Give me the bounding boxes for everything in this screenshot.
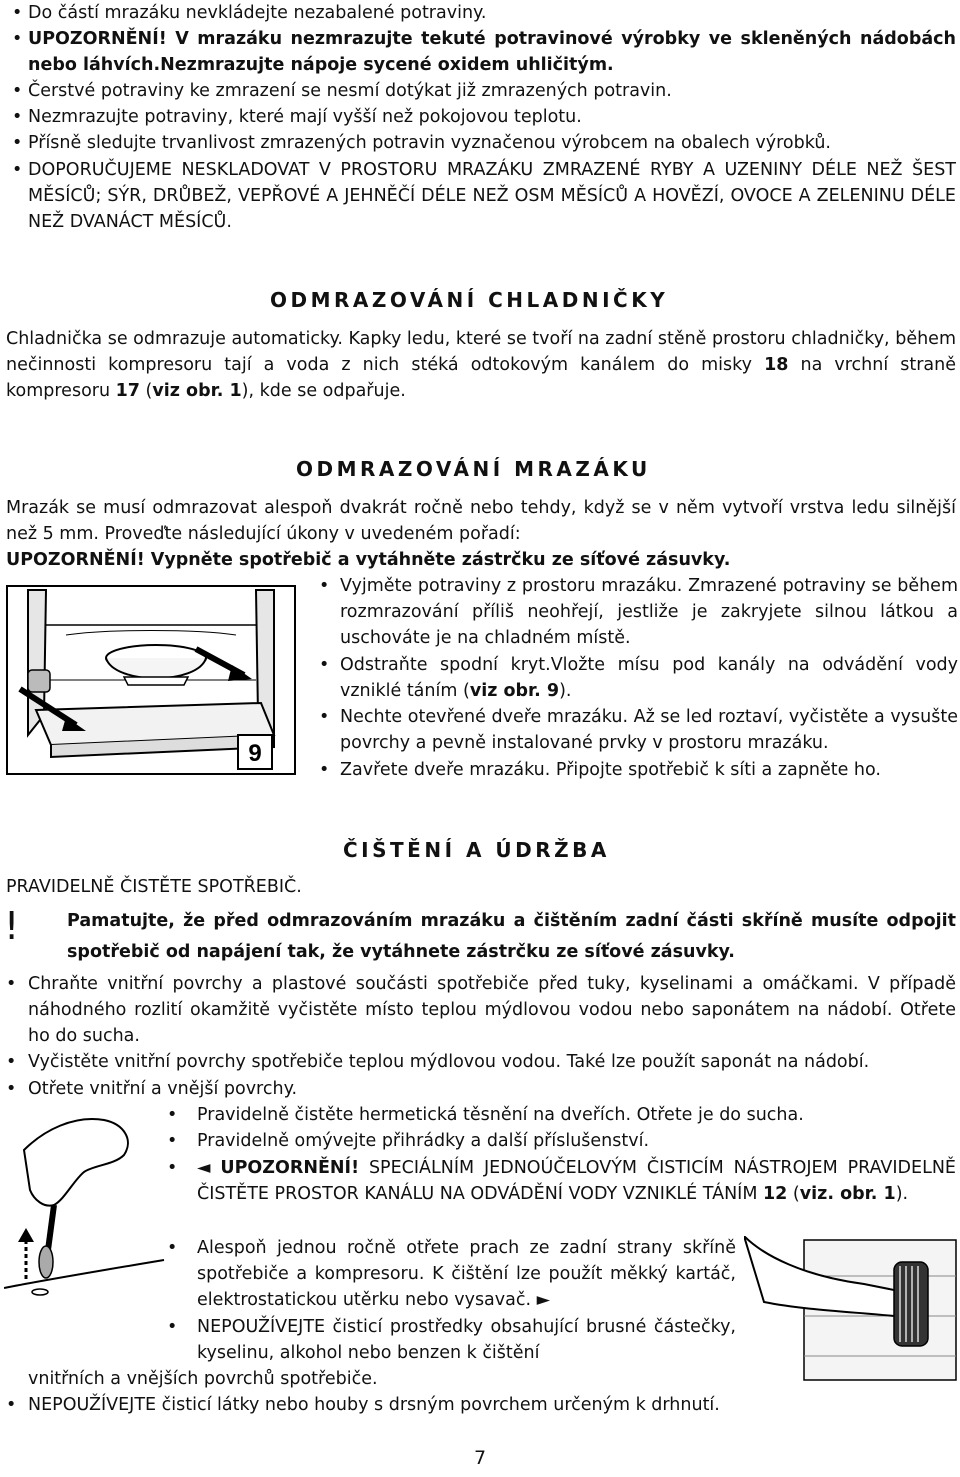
- cleaning-tool-illustration: [4, 1110, 166, 1298]
- paragraph-text: na vrchní straně kompresoru: [6, 355, 957, 401]
- list-item: [167, 1155, 956, 1207]
- page-number: 7: [473, 1447, 487, 1469]
- list-item: [167, 1314, 736, 1366]
- list-text: Vyčistěte vnitřní povrchy spotřebiče teplou mýdlovou vodou. Také lze použít saponát na nádobí.: [28, 1052, 870, 1072]
- paragraph-text: Chladnička se odmrazuje automaticky. Kapky ledu, které se tvoří na zadní stěně prostoru chladničky, během nečinnosti kompresoru tají a voda z nich stéká odtokovým kanálem do misky: [6, 329, 956, 375]
- subheading: PRAVIDELNĚ ČISTĚTE SPOTŘEBIČ.: [6, 877, 302, 897]
- list-text: Čerstvé potraviny ke zmrazení se nesmí dotýkat již zmrazených potravin.: [28, 81, 672, 101]
- list-item: [167, 1128, 956, 1154]
- list-text: Pravidelně čistěte hermetická těsnění na dveřích. Otřete je do sucha.: [197, 1105, 804, 1125]
- list-text: Odstraňte spodní kryt.Vložte mísu pod kanály na odvádění vody vzniklé táním (: [340, 655, 958, 701]
- figure-ref: viz. obr. 1: [799, 1184, 896, 1204]
- list-item: [319, 704, 958, 756]
- section-heading: ODMRAZOVÁNÍ MRAZÁKU: [296, 457, 651, 481]
- list-text: Pravidelně omývejte přihrádky a další příslušenství.: [197, 1131, 650, 1151]
- ref-number: 17: [115, 381, 140, 401]
- list-item: [6, 1049, 956, 1075]
- list-item: [12, 157, 956, 235]
- list-text: NEPOUŽÍVEJTE čisticí látky nebo houby s drsným povrchem určeným k drhnutí.: [28, 1395, 720, 1415]
- arrow-left-icon: ◄: [197, 1158, 211, 1178]
- list-text: SPECIÁLNÍM JEDNOÚČELOVÝM ČISTICÍM NÁSTROJEM PRAVIDELNĚ ČISTĚTE PROSTOR KANÁLU NA ODVÁDĚNÍ VODY VZNIKLÉ TÁNÍM: [197, 1158, 956, 1204]
- list-text: Přísně sledujte trvanlivost zmrazených potravin vyznačenou výrobcem na obalech výrobků.: [28, 133, 831, 153]
- paragraph-text: ), kde se odpařuje.: [241, 381, 406, 401]
- list-item: [319, 573, 958, 651]
- list-item: [319, 757, 958, 783]
- section-heading: ČIŠTĚNÍ A ÚDRŽBA: [343, 838, 610, 862]
- list-text: Chraňte vnitřní povrchy a plastové součásti spotřebiče před tuky, kyselinami a omáčkami. V případě náhodného rozlití okamžitě vyčistěte místo teplou mýdlovou vodou nebo saponátem na nádobí. Otřete ho do sucha.: [28, 974, 956, 1046]
- arrow-right-icon: ►: [536, 1290, 551, 1310]
- list-item: [12, 78, 956, 104]
- warning-label: UPOZORNĚNÍ!: [28, 29, 167, 49]
- list-item: [167, 1102, 956, 1128]
- list-item: [12, 0, 956, 26]
- list-text: ).: [559, 681, 572, 701]
- paragraph-text: (: [139, 381, 153, 401]
- exclamation-icon: !: [4, 904, 20, 948]
- list-text: (: [787, 1184, 800, 1204]
- list-text: Alespoň jednou ročně otřete prach ze zadní strany skříně spotřebiče a kompresoru. K čištění lze použít měkký kartáč, elektrostatickou utěrku nebo vysavač.: [197, 1238, 736, 1310]
- ref-number: 18: [764, 355, 789, 375]
- list-text: V mrazáku nezmrazujte tekuté potravinové výrobky ve skleněných nádobách nebo láhvích.Nezmrazujte nápoje sycené oxidem uhličitým.: [28, 29, 956, 75]
- figure-ref: viz obr. 9: [469, 681, 560, 701]
- list-text: Nezmrazujte potraviny, které mají vyšší než pokojovou teplotu.: [28, 107, 582, 127]
- list-item: [6, 1076, 956, 1102]
- list-text: Otřete vnitřní a vnější povrchy.: [28, 1079, 298, 1099]
- figure-ref: viz obr. 1: [152, 381, 242, 401]
- list-item: [167, 1235, 736, 1313]
- warning-label: UPOZORNĚNÍ!: [220, 1158, 360, 1178]
- ref-number: 12: [763, 1184, 788, 1204]
- list-item: [12, 130, 956, 156]
- list-item: [6, 1392, 956, 1418]
- list-item: [6, 971, 956, 1049]
- list-item: [12, 26, 956, 78]
- list-text: NEPOUŽÍVEJTE čisticí prostředky obsahující brusné částečky, kyselinu, alkohol nebo benzen k čištění: [197, 1317, 736, 1363]
- figure-number: 9: [248, 740, 262, 767]
- paragraph: Mrazák se musí odmrazovat alespoň dvakrát ročně nebo tehdy, když se v něm vytvoří vrstva ledu silnější než 5 mm. Proveďte následující úkony v uvedeném pořadí:: [6, 498, 956, 544]
- paragraph: [6, 326, 956, 404]
- list-text: Zavřete dveře mrazáku. Připojte spotřebič k síti a zapněte ho.: [340, 760, 881, 780]
- list-item: [319, 652, 958, 704]
- section-heading: ODMRAZOVÁNÍ CHLADNIČKY: [270, 288, 669, 312]
- list-text: Do částí mrazáku nevkládejte nezabalené potraviny.: [28, 3, 487, 23]
- list-item: [12, 104, 956, 130]
- defrost-bowl-illustration: [6, 585, 296, 775]
- list-text: ).: [895, 1184, 909, 1204]
- list-text-continuation: vnitřních a vnějších povrchů spotřebiče.: [28, 1369, 378, 1389]
- warning-text: Pamatujte, že před odmrazováním mrazáku a čištěním zadní části skříně musíte odpojit spotřebič od napájení tak, že vytáhnete zástrčku ze síťové zásuvky.: [67, 911, 956, 962]
- warning-text: UPOZORNĚNÍ! Vypněte spotřebič a vytáhněte zástrčku ze síťové zásuvky.: [6, 550, 731, 570]
- list-text: Nechte otevřené dveře mrazáku. Až se led roztaví, vyčistěte a vysušte povrchy a pevně instalované prvky v prostoru mrazáku.: [340, 707, 958, 753]
- brush-illustration: [744, 1236, 960, 1384]
- list-text: DOPORUČUJEME NESKLADOVAT V PROSTORU MRAZÁKU ZMRAZENÉ RYBY A UZENINY DÉLE NEŽ ŠEST MĚSÍCŮ; SÝR, DRŮBEŽ, VEPŘOVÉ A JEHNĚČÍ DÉLE NEŽ OSM MĚSÍCŮ A HOVĚZÍ, OVOCE A ZELENINU DÉLE NEŽ DVANÁCT MĚSÍCŮ.: [28, 160, 956, 232]
- list-text: Vyjměte potraviny z prostoru mrazáku. Zmrazené potraviny se během rozmrazování příliš neohřejí, jestliže je zakryjete silnou látkou a uschováte je na chladném místě.: [340, 576, 958, 648]
